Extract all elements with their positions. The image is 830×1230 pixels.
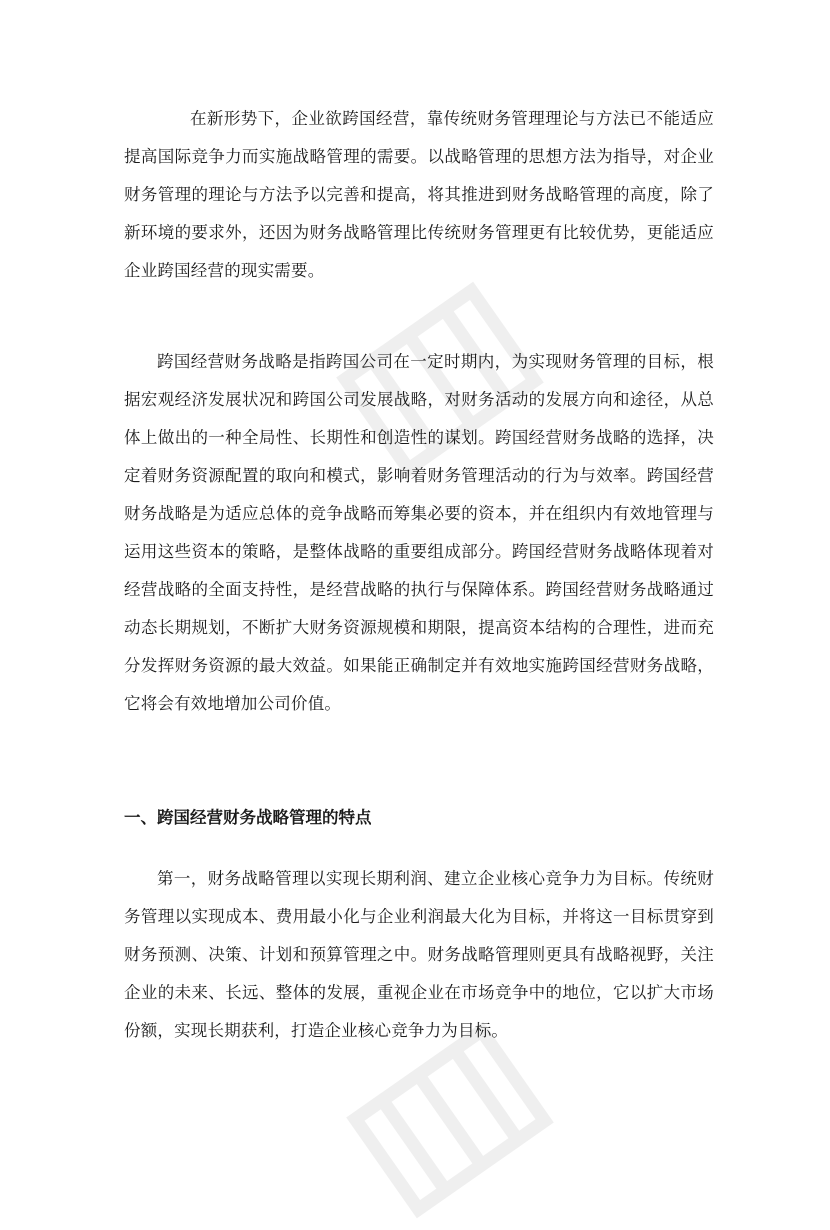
section-heading: 一、跨国经营财务战略管理的特点 bbox=[124, 808, 372, 827]
intro-paragraph: 在新形势下，企业欲跨国经营，靠传统财务管理理论与方法已不能适应提高国际竞争力而实施战略管理的需要。以战略管理的思想方法为指导，对企业财务管理的理论与方法予以完善和提高，将其推进到财务战略管理的高度，除了新环境的要求外，还因为财务战略管理比传统财务管理更有比较优势，更能适应企业跨国经营的现实需要。 bbox=[124, 109, 714, 280]
first-point-paragraph: 第一，财务战略管理以实现长期利润、建立企业核心竞争力为目标。传统财务管理以实现成本、费用最小化与企业利润最大化为目标，并将这一目标贯穿到财务预测、决策、计划和预算管理之中。财务战略管理则更具有战略视野，关注企业的未来、长远、整体的发展，重视企业在市场竞争中的地位，它以扩大市场份额，实现长期获利，打造企业核心竞争力为目标。 bbox=[124, 869, 714, 1040]
definition-paragraph: 跨国经营财务战略是指跨国公司在一定时期内，为实现财务管理的目标，根据宏观经济发展状况和跨国公司发展战略，对财务活动的发展方向和途径，从总体上做出的一种全局性、长期性和创造性的谋划。跨国经营财务战略的选择，决定着财务资源配置的取向和模式，影响着财务管理活动的行为与效率。跨国经营财务战略是为适应总体的竞争战略而筹集必要的资本，并在组织内有效地管理与运用这些资本的策略，是整体战略的重要组成部分。跨国经营财务战略体现着对经营战略的全面支持性，是经营战略的执行与保障体系。跨国经营财务战略通过动态长期规划，不断扩大财务资源规模和期限，提高资本结构的合理性，进而充分发挥财务资源的最大效益。如果能正确制定并有效地实施跨国经营财务战略，它将会有效地增加公司价值。 bbox=[124, 352, 714, 713]
